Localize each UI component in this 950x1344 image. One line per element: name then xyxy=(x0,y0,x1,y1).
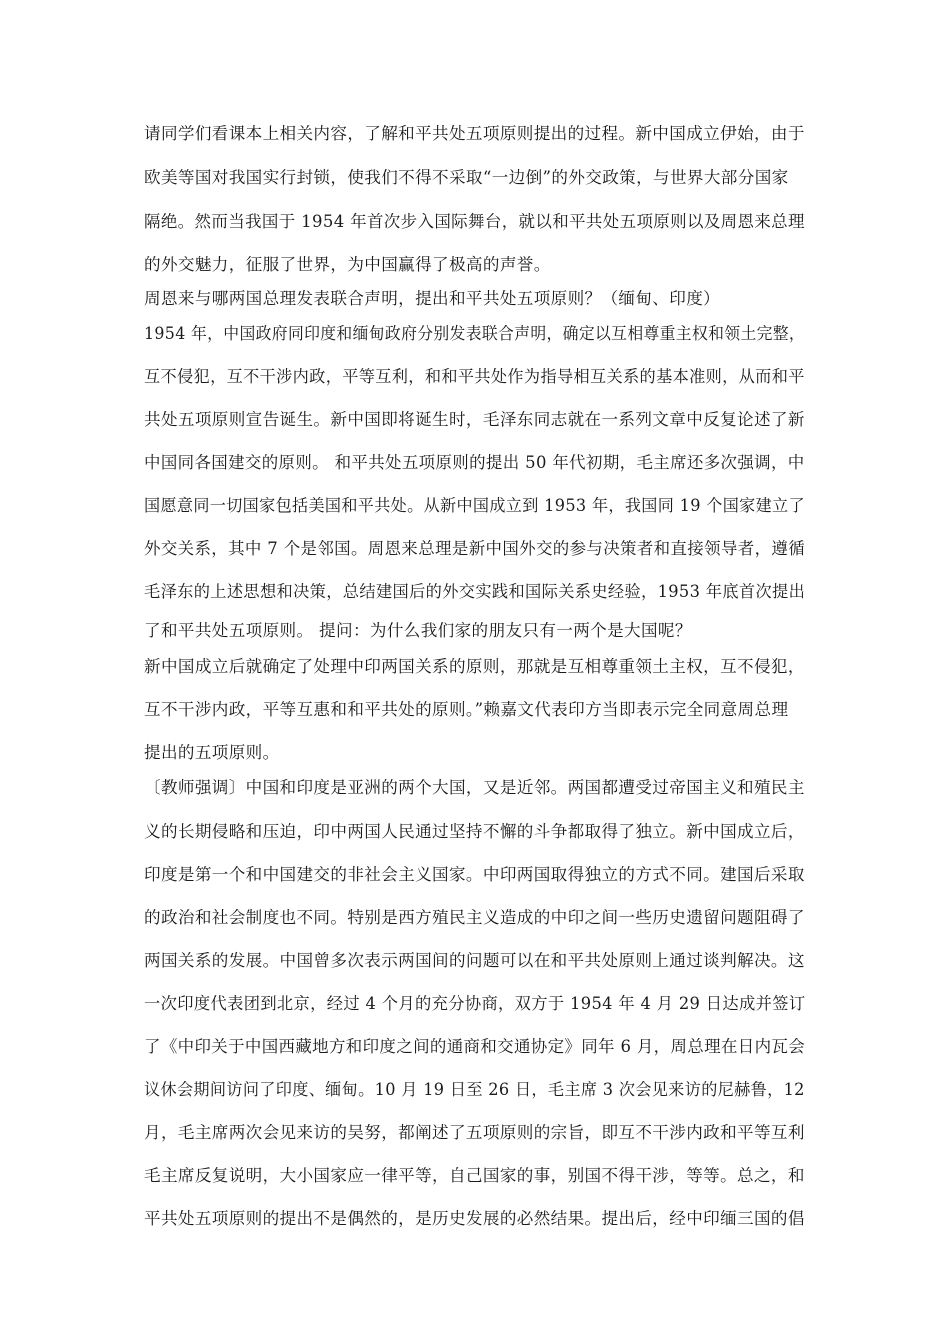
question-line: 周恩来与哪两国总理发表联合声明，提出和平共处五项原则？（缅甸、印度） xyxy=(144,289,721,308)
text-line: 的政治和社会制度也不同。特别是西方殖民主义造成的中印之间一些历史遗留问题阻碍了 xyxy=(144,908,805,927)
text-line: 平共处五项原则的提出不是偶然的，是历史发展的必然结果。提出后，经中印缅三国的倡 xyxy=(144,1209,805,1228)
text-line: 请同学们看课本上相关内容，了解和平共处五项原则提出的过程。新中国成立伊始，由于 xyxy=(144,124,805,143)
text-line: 隔绝。然而当我国于 1954 年首次步入国际舞台，就以和平共处五项原则以及周恩来总理 xyxy=(144,212,805,231)
text-line: 义的长期侵略和压迫，印中两国人民通过坚持不懈的斗争都取得了独立。新中国成立后， xyxy=(144,822,805,841)
text-line: 印度是第一个和中国建交的非社会主义国家。中印两国取得独立的方式不同。建国后采取 xyxy=(144,865,805,884)
text-line: 议休会期间访问了印度、缅甸。10 月 19 日至 26 日，毛主席 3 次会见来访的尼赫鲁，12 xyxy=(144,1080,805,1099)
text-line: 国愿意同一切国家包括美国和平共处。从新中国成立到 1953 年，我国同 19 个国家建立了 xyxy=(144,496,805,515)
text-line: 一次印度代表团到北京，经过 4 个月的充分协商，双方于 1954 年 4 月 29 日达成并签订 xyxy=(144,994,806,1013)
text-line: 的外交魅力，征服了世界，为中国赢得了极高的声誉。 xyxy=(144,255,551,274)
text-line: 两国关系的发展。中国曾多次表示两国间的问题可以在和平共处原则上通过谈判解决。这 xyxy=(144,951,805,970)
text-line: 互不干涉内政，平等互惠和和平共处的原则。”赖嘉文代表印方当即表示完全同意周总理 xyxy=(144,700,789,719)
text-line: 外交关系，其中 7 个是邻国。周恩来总理是新中国外交的参与决策者和直接领导者，遵循 xyxy=(144,539,806,558)
text-line: 新中国成立后就确定了处理中印两国关系的原则，那就是互相尊重领土主权，互不侵犯， xyxy=(144,657,805,676)
text-line: 月，毛主席两次会见来访的吴努，都阐述了五项原则的宗旨，即互不干涉内政和平等互利 xyxy=(144,1123,805,1142)
text-line: 1954 年，中国政府同印度和缅甸政府分别发表联合声明，确定以互相尊重主权和领土完整， xyxy=(144,324,806,343)
text-line: 中国同各国建交的原则。 和平共处五项原则的提出 50 年代初期，毛主席还多次强调，中 xyxy=(144,453,805,472)
text-line: 〔教师强调〕中国和印度是亚洲的两个大国，又是近邻。两国都遭受过帝国主义和殖民主 xyxy=(144,778,805,797)
text-line: 毛主席反复说明，大小国家应一律平等，自己国家的事，别国不得干涉，等等。总之，和 xyxy=(144,1166,805,1185)
text-line: 提出的五项原则。 xyxy=(144,743,280,762)
text-line: 了《中印关于中国西藏地方和印度之间的通商和交通协定》同年 6 月，周总理在日内瓦会 xyxy=(144,1037,806,1056)
text-line: 共处五项原则宣告诞生。新中国即将诞生时，毛泽东同志就在一系列文章中反复论述了新 xyxy=(144,410,805,429)
text-line: 了和平共处五项原则。 提问：为什么我们家的朋友只有一两个是大国呢？ xyxy=(144,621,692,640)
text-line: 欧美等国对我国实行封锁，使我们不得不采取“一边倒”的外交政策，与世界大部分国家 xyxy=(144,168,789,187)
text-line: 互不侵犯，互不干涉内政，平等互利，和和平共处作为指导相互关系的基本准则，从而和平 xyxy=(144,367,805,386)
text-line: 毛泽东的上述思想和决策，总结建国后的外交实践和国际关系史经验，1953 年底首次提出 xyxy=(144,582,806,601)
